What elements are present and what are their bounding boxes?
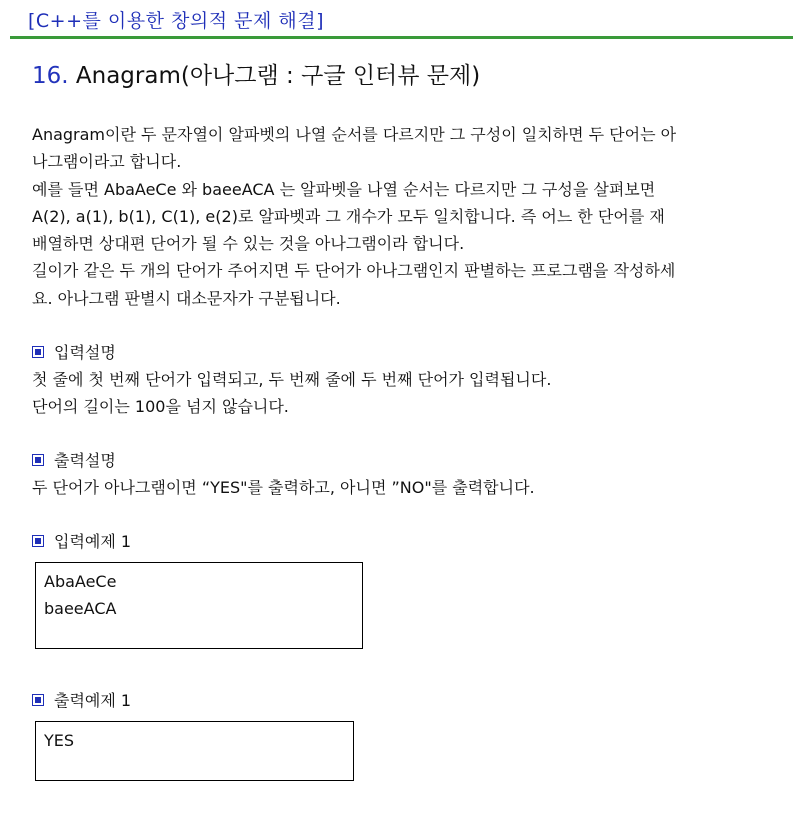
- square-bullet-icon: [32, 535, 44, 547]
- description-line: 요. 아나그램 판별시 대소문자가 구분됩니다.: [32, 288, 341, 308]
- square-bullet-icon: [32, 346, 44, 358]
- input-description-line: 첫 줄에 첫 번째 단어가 입력되고, 두 번째 줄에 두 번째 단어가 입력됩니다.: [32, 370, 552, 389]
- description-line: A(2), a(1), b(1), C(1), e(2)로 알파벳과 그 개수가 모두 일치합니다. 즉 어느 한 단어를 재: [32, 206, 665, 226]
- output-example-line: YES: [44, 731, 75, 750]
- problem-title: [32, 57, 480, 90]
- description-line: 나그램이라고 합니다.: [32, 152, 182, 172]
- output-description-heading: [32, 448, 116, 471]
- description-line: 예를 들면 AbaAeCe 와 baeeACA 는 알파벳을 나열 순서는 다르지만 그 구성을 살펴보면: [32, 179, 656, 199]
- output-description-line: 두 단어가 아나그램이면 “YES"를 출력하고, 아니면 ”NO"를 출력합니다.: [32, 478, 535, 497]
- input-description-line: 단어의 길이는 100을 넘지 않습니다.: [32, 397, 289, 416]
- description-line: 배열하면 상대편 단어가 될 수 있는 것을 아나그램이라 합니다.: [32, 234, 465, 254]
- input-example-heading: [32, 529, 131, 552]
- description-line: 길이가 같은 두 개의 단어가 주어지면 두 단어가 아나그램인지 판별하는 프로그램을 작성하세: [32, 261, 676, 281]
- output-description-heading-label: 출력설명: [54, 451, 116, 470]
- input-description-heading-label: 입력설명: [54, 343, 116, 362]
- problem-description: [32, 121, 772, 312]
- input-example-box: [35, 562, 363, 649]
- description-line: Anagram이란 두 문자열이 알파벳의 나열 순서를 다르지만 그 구성이 일치하면 두 단어는 아: [32, 125, 677, 144]
- input-description-heading: [32, 340, 116, 363]
- output-example-heading: [32, 688, 131, 711]
- input-example-heading-label: 입력예제 1: [54, 532, 132, 551]
- input-example-line: AbaAeCe: [44, 572, 117, 591]
- problem-title-text: Anagram(아나그램 : 구글 인터뷰 문제): [75, 63, 481, 89]
- input-example-line: baeeACA: [44, 599, 117, 618]
- square-bullet-icon: [32, 694, 44, 706]
- header-divider: [10, 36, 793, 39]
- square-bullet-icon: [32, 454, 44, 466]
- problem-number: 16.: [32, 63, 69, 89]
- output-example-box: [35, 721, 354, 781]
- header-title: [C++를 이용한 창의적 문제 해결]: [28, 10, 324, 32]
- output-example-heading-label: 출력예제 1: [54, 691, 132, 710]
